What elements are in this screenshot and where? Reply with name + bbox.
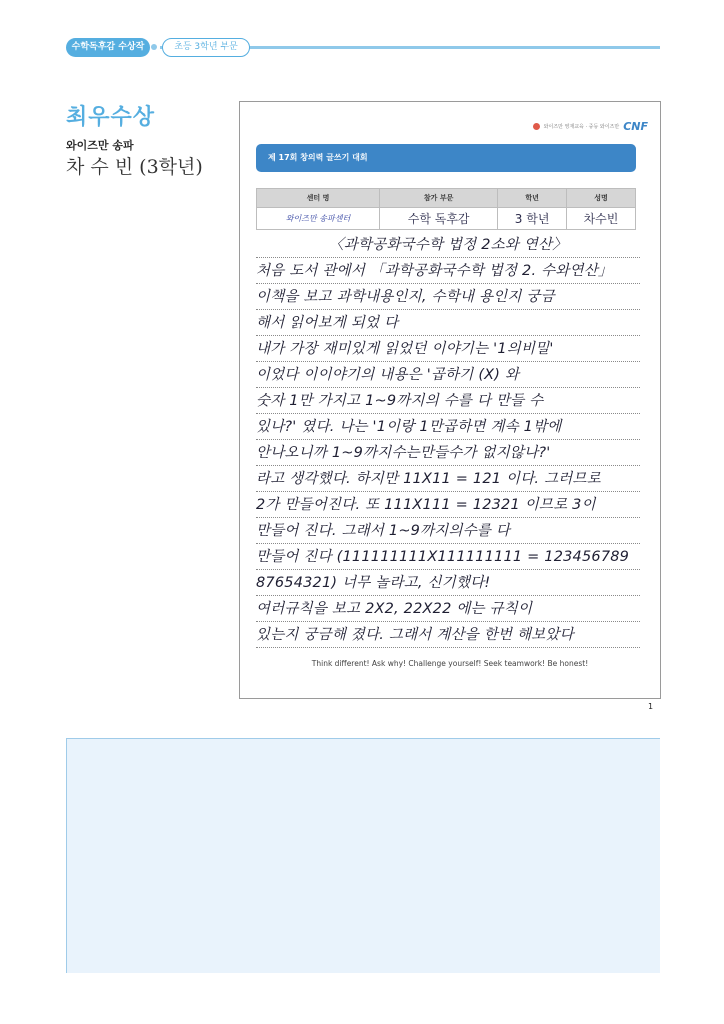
- essay-line: 이었다 이이야기의 내용은 '곱하기 (X) 와: [256, 362, 640, 388]
- table-header: 센터 명: [257, 189, 380, 208]
- essay-line: 87654321) 너무 놀라고, 신기했다!: [256, 570, 640, 596]
- logo-dot-icon: [533, 123, 540, 130]
- contest-banner: 제 17회 창의력 글쓰기 대회: [256, 144, 636, 172]
- essay-line: 만들어 진다 (111111111X111111111 = 123456789: [256, 544, 640, 570]
- sheet-logo: [533, 120, 648, 133]
- essay-line: 여러규칙을 보고 2X2, 22X22 에는 규칙이: [256, 596, 640, 622]
- table-cell-category: 수학 독후감: [380, 208, 498, 230]
- table-header: 성명: [566, 189, 635, 208]
- logo-text: 와이즈만 영재교육 · 중등 와이즈만: [543, 124, 620, 130]
- essay-line: 2가 만들어진다. 또 111X111 = 12321 이므로 3이: [256, 492, 640, 518]
- table-cell-name: 차수빈: [566, 208, 635, 230]
- essay-line: 안나오니까 1~9까지수는만들수가 없지않나?': [256, 440, 640, 466]
- award-title: 최우수상: [66, 105, 156, 130]
- essay-line: 있나?' 였다. 나는 '1이랑 1만곱하면 계속 1밖에: [256, 414, 640, 440]
- essay-line: 이책을 보고 과학내용인지, 수학내 용인지 궁금: [256, 284, 640, 310]
- entry-info-table: [256, 188, 636, 230]
- table-header: 학년: [498, 189, 567, 208]
- comment-area: [66, 738, 660, 973]
- table-cell-center: 와이즈만 송파센터: [257, 208, 380, 230]
- series-tag: 수학독후감 수상작: [66, 38, 150, 57]
- header-dot: [151, 44, 157, 50]
- essay-line: 〈과학공화국수학 법정 2소와 연산〉: [256, 232, 640, 258]
- sheet-slogan: Think different! Ask why! Challenge yourself! Seek teamwork! Be honest!: [311, 659, 589, 668]
- table-cell-grade: 3 학년: [498, 208, 567, 230]
- essay-line: 처음 도서 관에서 「과학공화국수학 법정 2. 수와연산」: [256, 258, 640, 284]
- essay-sheet: [239, 101, 661, 699]
- handwritten-essay: [256, 232, 640, 648]
- essay-line: 내가 가장 재미있게 읽었던 이야기는 '1의비밀': [256, 336, 640, 362]
- logo-brand: CNF: [623, 120, 648, 133]
- essay-line: 라고 생각했다. 하지만 11X11 = 121 이다. 그러므로: [256, 466, 640, 492]
- award-center: 와이즈만 송파: [66, 139, 134, 152]
- student-name: 차 수 빈 (3학년): [66, 156, 203, 178]
- essay-line: 해서 읽어보게 되었 다: [256, 310, 640, 336]
- table-header: 참가 부문: [380, 189, 498, 208]
- category-tag: 초등 3학년 부문: [162, 38, 250, 57]
- essay-line: 숫자 1만 가지고 1~9까지의 수를 다 만들 수: [256, 388, 640, 414]
- essay-line: 만들어 진다. 그래서 1~9까지의수를 다: [256, 518, 640, 544]
- page-number: 1: [648, 702, 654, 711]
- essay-line: 있는지 궁금해 졌다. 그래서 계산을 한번 해보았다: [256, 622, 640, 648]
